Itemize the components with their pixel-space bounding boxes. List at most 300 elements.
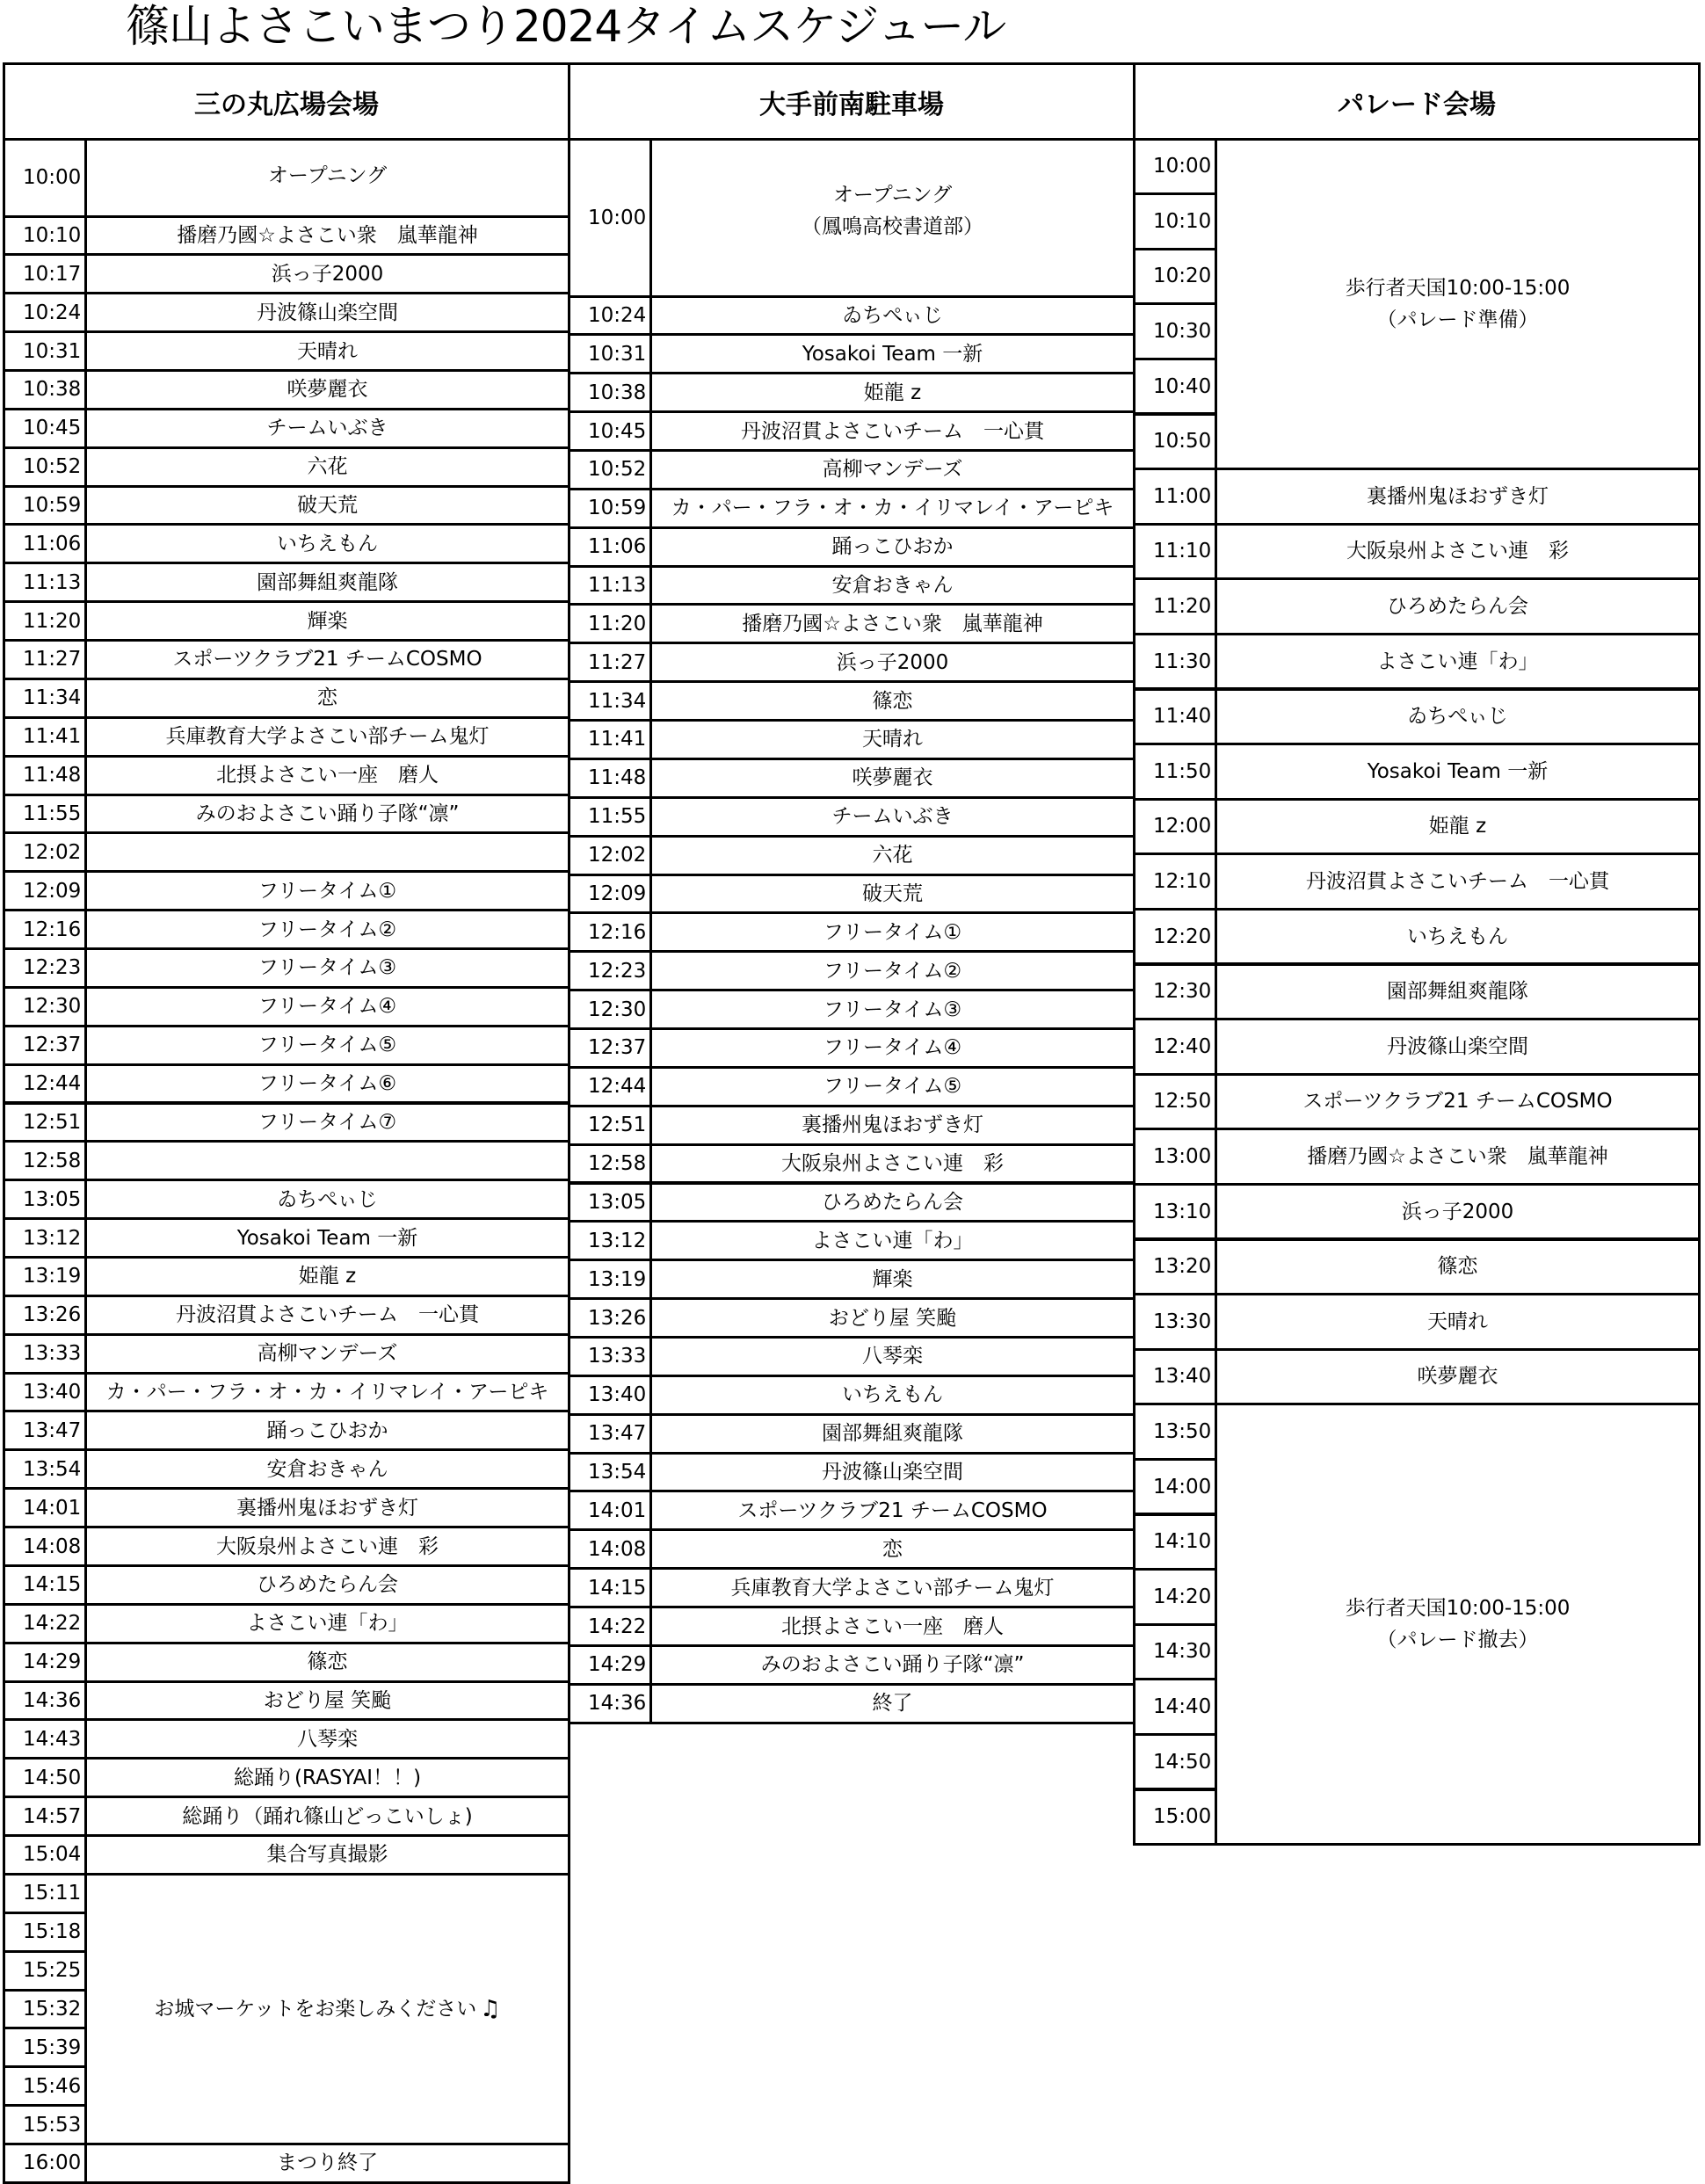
performance-cell — [84, 1140, 570, 1181]
performance-cell — [84, 1448, 570, 1490]
time-cell: 16:00 — [3, 2143, 87, 2184]
performance-cell — [649, 1066, 1135, 1107]
performance-name: フリータイム⑥ — [258, 1072, 397, 1096]
performance-cell — [649, 950, 1135, 991]
time-cell: 12:16 — [568, 911, 652, 953]
performance-name: 園部舞組爽龍隊 — [822, 1422, 963, 1446]
time-cell: 13:33 — [568, 1336, 652, 1377]
time-cell: 14:10 — [1133, 1513, 1217, 1571]
performance-cell — [84, 446, 570, 488]
time-cell: 11:20 — [568, 603, 652, 644]
performance-name: 恋 — [882, 1537, 903, 1561]
performance-name: ひろめたらん会 — [1387, 595, 1528, 619]
time-cell: 11:55 — [568, 796, 652, 838]
performance-name: よさこい連「わ」 — [1376, 649, 1539, 673]
time-cell: 11:13 — [3, 562, 87, 603]
time-cell: 13:19 — [568, 1259, 652, 1300]
time-cell: 13:54 — [3, 1448, 87, 1490]
performance-cell — [1215, 1073, 1701, 1131]
time-cell: 10:59 — [3, 485, 87, 526]
time-cell: 10:52 — [3, 446, 87, 488]
time-cell: 13:40 — [568, 1375, 652, 1416]
performance-cell — [649, 989, 1135, 1030]
performance-cell — [84, 600, 570, 642]
performance-name: 天晴れ — [1427, 1310, 1488, 1333]
performance-cell — [649, 1297, 1135, 1339]
time-cell: 10:38 — [568, 372, 652, 413]
performance-cell — [1215, 1128, 1701, 1186]
performance-name: フリータイム④ — [823, 1036, 962, 1060]
performance-cell — [84, 1063, 570, 1105]
performance-name: 安倉おきゃん — [266, 1457, 388, 1481]
time-cell: 10:00 — [568, 138, 652, 298]
time-cell: 12:40 — [1133, 1018, 1217, 1076]
performance-cell — [649, 526, 1135, 568]
performance-cell — [649, 295, 1135, 337]
time-cell: 11:41 — [568, 719, 652, 760]
performance-name: 歩行者天国10:00-15:00 — [1345, 276, 1571, 300]
performance-cell — [84, 330, 570, 372]
performance-name: みのおよさこい踊り子隊“凛” — [760, 1653, 1025, 1677]
time-cell: 14:30 — [1133, 1623, 1217, 1681]
time-cell: 11:48 — [568, 758, 652, 799]
time-cell: 10:31 — [3, 330, 87, 372]
performance-name: 破天荒 — [862, 882, 923, 905]
performance-name: 姫龍 z — [1428, 815, 1487, 838]
performance-cell — [84, 138, 570, 218]
performance-name: ひろめたらん会 — [257, 1573, 398, 1597]
performance-cell — [84, 1796, 570, 1837]
performance-cell — [84, 1487, 570, 1528]
performance-cell — [1215, 743, 1701, 801]
performance-cell — [84, 1564, 570, 1606]
performance-name: フリータイム⑤ — [823, 1075, 962, 1099]
time-cell: 11:27 — [3, 639, 87, 680]
performance-name: オープニング — [267, 163, 388, 187]
performance-name: 播磨乃國☆よさこい衆 嵐華龍神 — [177, 223, 478, 247]
performance-cell — [84, 639, 570, 680]
performance-name: 篠恋 — [872, 689, 913, 713]
time-cell: 10:24 — [568, 295, 652, 337]
performance-name: 歩行者天国10:00-15:00 — [1345, 1597, 1571, 1621]
performance-cell — [84, 947, 570, 989]
time-cell: 14:20 — [1133, 1568, 1217, 1626]
time-cell: 15:39 — [3, 2027, 87, 2068]
time-cell: 13:00 — [1133, 1128, 1217, 1186]
performance-name: お城マーケットをお楽しみください — [154, 1997, 477, 2021]
performance-name: 篠恋 — [1437, 1255, 1478, 1279]
performance-name: いちえもん — [1407, 925, 1508, 948]
time-cell: 11:20 — [3, 600, 87, 642]
performance-name: 兵庫教育大学よさこい部チーム鬼灯 — [730, 1576, 1055, 1600]
time-cell: 14:08 — [3, 1526, 87, 1567]
performance-name: 輝楽 — [872, 1267, 913, 1291]
time-cell: 10:52 — [568, 449, 652, 490]
time-cell: 13:33 — [3, 1333, 87, 1375]
performance-cell — [84, 1642, 570, 1683]
performance-name: ゐちぺぃじ — [277, 1187, 378, 1211]
time-cell: 13:12 — [3, 1217, 87, 1259]
time-cell: 14:36 — [568, 1683, 652, 1724]
performance-name: スポーツクラブ21 チームCOSMO — [1302, 1090, 1613, 1114]
time-cell: 14:01 — [3, 1487, 87, 1528]
time-cell: 12:30 — [3, 986, 87, 1027]
performance-cell — [84, 909, 570, 950]
performance-cell — [84, 755, 570, 796]
performance-cell — [649, 874, 1135, 915]
time-cell: 15:46 — [3, 2065, 87, 2107]
time-cell: 11:34 — [3, 678, 87, 719]
performance-name: 播磨乃國☆よさこい衆 嵐華龍神 — [1307, 1145, 1608, 1169]
performance-name: フリータイム⑦ — [258, 1110, 397, 1134]
performance-cell — [649, 1182, 1135, 1223]
performance-name: 浜っ子2000 — [1401, 1200, 1514, 1223]
page-title: 篠山よさこいまつり2024タイムスケジュール — [126, 1, 1006, 52]
performance-subtitle: （鳳鳴高校書道部） — [802, 214, 983, 238]
performance-name: 篠恋 — [307, 1651, 348, 1674]
performance-cell — [84, 1526, 570, 1567]
performance-cell — [1215, 798, 1701, 856]
performance-name: 咲夢麗衣 — [852, 766, 933, 790]
time-cell: 13:05 — [568, 1182, 652, 1223]
performance-name: 六花 — [307, 455, 348, 479]
performance-cell — [649, 1259, 1135, 1300]
time-cell: 13:47 — [568, 1413, 652, 1455]
time-cell: 11:30 — [1133, 633, 1217, 691]
performance-cell — [1215, 577, 1701, 635]
time-cell: 14:57 — [3, 1796, 87, 1837]
time-cell: 10:50 — [1133, 413, 1217, 471]
performance-name: フリータイム③ — [823, 998, 962, 1021]
performance-name: 浜っ子2000 — [271, 262, 384, 286]
time-cell: 10:31 — [568, 333, 652, 374]
performance-cell — [649, 1606, 1135, 1647]
time-cell: 12:51 — [568, 1105, 652, 1146]
performance-name: 姫龍 z — [298, 1265, 357, 1288]
time-cell: 11:34 — [568, 680, 652, 722]
performance-cell — [649, 410, 1135, 452]
performance-cell — [649, 1644, 1135, 1686]
performance-name: よさこい連「わ」 — [811, 1229, 974, 1252]
performance-name: おどり屋 笑颱 — [263, 1688, 392, 1712]
performance-name: 園部舞組爽龍隊 — [1387, 980, 1528, 1004]
performance-cell — [84, 1102, 570, 1143]
performance-cell — [84, 1757, 570, 1798]
performance-cell — [649, 1027, 1135, 1069]
performance-cell — [649, 138, 1135, 298]
time-cell: 10:00 — [3, 138, 87, 218]
performance-cell — [649, 911, 1135, 953]
performance-name: 終了 — [872, 1692, 913, 1716]
performance-name: Yosakoi Team 一新 — [802, 342, 983, 366]
performance-cell — [649, 680, 1135, 722]
performance-cell — [1215, 688, 1701, 746]
performance-name: 兵庫教育大学よさこい部チーム鬼灯 — [165, 725, 490, 749]
performance-cell — [84, 1873, 570, 2145]
performance-cell — [84, 485, 570, 526]
time-cell: 14:50 — [1133, 1733, 1217, 1791]
performance-cell — [649, 565, 1135, 606]
performance-cell — [1215, 1238, 1701, 1296]
performance-cell — [649, 835, 1135, 876]
performance-name: 大阪泉州よさこい連 彩 — [216, 1535, 439, 1558]
performance-cell — [84, 1295, 570, 1336]
time-cell: 11:06 — [3, 523, 87, 564]
time-cell: 13:47 — [3, 1410, 87, 1451]
performance-cell — [84, 831, 570, 873]
performance-cell — [84, 794, 570, 835]
performance-name: 北摂よさこい一座 磨人 — [216, 764, 439, 787]
performance-name: みのおよさこい踊り子隊“凛” — [195, 802, 460, 825]
time-cell: 11:55 — [3, 794, 87, 835]
performance-name: 咲夢麗衣 — [287, 378, 368, 402]
time-cell: 14:22 — [568, 1606, 652, 1647]
performance-name: フリータイム⑤ — [258, 1034, 397, 1057]
performance-cell — [84, 1834, 570, 1876]
performance-cell — [84, 1179, 570, 1220]
performance-cell — [1215, 963, 1701, 1021]
performance-name: ゐちぺぃじ — [842, 303, 943, 327]
performance-name: 六花 — [872, 844, 913, 867]
time-cell: 15:00 — [1133, 1789, 1217, 1847]
time-cell: 11:41 — [3, 716, 87, 758]
performance-name: フリータイム① — [823, 920, 962, 944]
performance-name: 裏播州鬼ほおずき灯 — [802, 1114, 983, 1137]
performance-subtitle: （パレード撤去） — [1376, 1629, 1539, 1652]
performance-name: 高柳マンデーズ — [257, 1342, 398, 1366]
performance-cell — [84, 1603, 570, 1644]
time-cell: 10:30 — [1133, 302, 1217, 360]
time-cell: 11:27 — [568, 642, 652, 683]
time-cell: 12:37 — [3, 1025, 87, 1066]
performance-name: Yosakoi Team 一新 — [1367, 759, 1549, 783]
time-cell: 13:50 — [1133, 1403, 1217, 1461]
performance-name: 安倉おきゃん — [831, 574, 954, 597]
time-cell: 13:26 — [568, 1297, 652, 1339]
time-cell: 10:38 — [3, 369, 87, 410]
time-cell: 10:10 — [1133, 192, 1217, 250]
performance-cell — [84, 1333, 570, 1375]
time-cell: 12:58 — [568, 1143, 652, 1185]
performance-name: 浜っ子2000 — [836, 650, 949, 674]
performance-cell — [1215, 1348, 1701, 1406]
performance-cell — [84, 716, 570, 758]
performance-cell — [84, 1410, 570, 1451]
time-cell: 14:50 — [3, 1757, 87, 1798]
performance-name: よさこい連「わ」 — [246, 1612, 409, 1636]
performance-cell — [649, 1567, 1135, 1608]
time-cell: 12:44 — [3, 1063, 87, 1105]
performance-name: いちえもん — [277, 532, 378, 555]
performance-name: チームいぶき — [266, 417, 388, 440]
performance-name: いちえもん — [842, 1383, 943, 1407]
performance-cell — [84, 678, 570, 719]
performance-name: 丹波沼貫よさこいチーム 一心貫 — [741, 419, 1044, 443]
performance-name: フリータイム② — [258, 918, 397, 941]
performance-name: 高柳マンデーズ — [822, 458, 963, 482]
performance-cell — [649, 603, 1135, 644]
time-cell: 12:02 — [3, 831, 87, 873]
time-cell: 14:15 — [3, 1564, 87, 1606]
performance-cell — [649, 1413, 1135, 1455]
time-cell: 13:10 — [1133, 1183, 1217, 1241]
performance-cell — [1215, 1293, 1701, 1351]
performance-name: 踊っこひおか — [266, 1419, 388, 1442]
performance-name: 丹波篠山楽空間 — [822, 1461, 963, 1484]
time-cell: 11:20 — [1133, 577, 1217, 635]
time-cell: 12:30 — [1133, 963, 1217, 1021]
performance-name: スポーツクラブ21 チームCOSMO — [172, 648, 482, 671]
performance-name: カ・パー・フラ・オ・カ・イリマレイ・アーピキ — [671, 497, 1114, 520]
performance-cell — [649, 758, 1135, 799]
time-cell: 12:16 — [3, 909, 87, 950]
performance-name: 大阪泉州よさこい連 彩 — [781, 1152, 1004, 1176]
performance-cell — [1215, 138, 1701, 471]
time-cell: 10:00 — [1133, 138, 1217, 196]
performance-cell — [649, 1452, 1135, 1493]
time-cell: 15:04 — [3, 1834, 87, 1876]
performance-name: ゐちぺぃじ — [1407, 705, 1508, 729]
time-cell: 15:11 — [3, 1873, 87, 1914]
time-cell: 10:24 — [3, 292, 87, 333]
time-cell: 12:00 — [1133, 798, 1217, 856]
performance-name: 園部舞組爽龍隊 — [257, 570, 398, 594]
time-cell: 14:00 — [1133, 1458, 1217, 1516]
time-cell: 12:44 — [568, 1066, 652, 1107]
performance-name: 破天荒 — [297, 494, 358, 517]
time-cell: 12:23 — [568, 950, 652, 991]
time-cell: 15:53 — [3, 2104, 87, 2145]
performance-cell — [649, 1220, 1135, 1261]
performance-cell — [649, 1375, 1135, 1416]
time-cell: 11:00 — [1133, 468, 1217, 526]
performance-cell — [84, 215, 570, 257]
performance-name: フリータイム② — [823, 959, 962, 983]
performance-name: カ・パー・フラ・オ・カ・イリマレイ・アーピキ — [105, 1381, 549, 1404]
time-cell: 12:58 — [3, 1140, 87, 1181]
time-cell: 13:54 — [568, 1452, 652, 1493]
performance-cell — [649, 1105, 1135, 1146]
time-cell: 14:43 — [3, 1718, 87, 1760]
time-cell: 11:40 — [1133, 688, 1217, 746]
music-note-icon: ♫ — [480, 1995, 501, 2022]
performance-cell — [649, 488, 1135, 529]
performance-cell — [84, 369, 570, 410]
performance-name: 天晴れ — [297, 339, 358, 363]
time-cell: 11:06 — [568, 526, 652, 568]
performance-cell — [1215, 523, 1701, 581]
performance-cell — [1215, 468, 1701, 526]
time-cell: 10:45 — [568, 410, 652, 452]
performance-name: 八琴栾 — [297, 1727, 358, 1751]
performance-cell — [84, 2143, 570, 2184]
time-cell: 11:48 — [3, 755, 87, 796]
performance-cell — [84, 562, 570, 603]
time-cell: 13:40 — [3, 1372, 87, 1413]
performance-name: オープニング — [832, 183, 953, 207]
time-cell: 14:22 — [3, 1603, 87, 1644]
performance-name: 姫龍 z — [863, 381, 922, 404]
performance-name: 天晴れ — [862, 728, 923, 751]
column-header: 三の丸広場会場 — [3, 62, 570, 141]
time-cell: 14:08 — [568, 1528, 652, 1570]
performance-name: 恋 — [317, 686, 337, 710]
performance-cell — [649, 1143, 1135, 1185]
time-cell: 12:09 — [3, 870, 87, 911]
time-cell: 12:23 — [3, 947, 87, 989]
performance-name: 大阪泉州よさこい連 彩 — [1346, 540, 1569, 563]
performance-cell — [84, 1256, 570, 1297]
performance-name: 丹波篠山楽空間 — [1387, 1034, 1528, 1058]
performance-cell — [649, 642, 1135, 683]
performance-cell — [649, 796, 1135, 838]
performance-cell — [649, 1336, 1135, 1377]
time-cell: 15:18 — [3, 1912, 87, 1953]
time-cell: 10:40 — [1133, 358, 1217, 416]
performance-name: おどり屋 笑颱 — [828, 1306, 957, 1330]
performance-cell — [1215, 1403, 1701, 1846]
performance-name: 八琴栾 — [862, 1345, 923, 1368]
time-cell: 14:15 — [568, 1567, 652, 1608]
performance-name: 輝楽 — [307, 609, 348, 633]
time-cell: 11:13 — [568, 565, 652, 606]
column-header: パレード会場 — [1133, 62, 1701, 141]
performance-cell — [1215, 908, 1701, 966]
time-cell: 13:05 — [3, 1179, 87, 1220]
performance-name: 裏播州鬼ほおずき灯 — [236, 1496, 418, 1520]
performance-cell — [84, 408, 570, 449]
performance-name: チームいぶき — [831, 805, 954, 829]
time-cell: 10:17 — [3, 253, 87, 294]
performance-cell — [84, 1372, 570, 1413]
performance-cell — [649, 333, 1135, 374]
performance-cell — [649, 719, 1135, 760]
time-cell: 15:25 — [3, 1950, 87, 1992]
time-cell: 12:09 — [568, 874, 652, 915]
performance-name: Yosakoi Team 一新 — [236, 1226, 418, 1250]
performance-cell — [1215, 1018, 1701, 1076]
time-cell: 12:51 — [3, 1102, 87, 1143]
column-header: 大手前南駐車場 — [568, 62, 1135, 141]
performance-name: 咲夢麗衣 — [1417, 1365, 1498, 1389]
time-cell: 12:10 — [1133, 853, 1217, 911]
performance-cell — [649, 1683, 1135, 1724]
performance-cell — [1215, 633, 1701, 691]
time-cell: 13:30 — [1133, 1293, 1217, 1351]
time-cell: 12:50 — [1133, 1073, 1217, 1131]
performance-name: ひろめたらん会 — [822, 1190, 963, 1214]
performance-cell — [84, 1718, 570, 1760]
performance-name: 播磨乃國☆よさこい衆 嵐華龍神 — [742, 612, 1043, 635]
time-cell: 10:20 — [1133, 248, 1217, 306]
performance-cell — [649, 1528, 1135, 1570]
time-cell: 14:40 — [1133, 1678, 1217, 1736]
performance-cell — [84, 1025, 570, 1066]
time-cell: 13:12 — [568, 1220, 652, 1261]
performance-name: フリータイム④ — [258, 995, 397, 1019]
time-cell: 12:30 — [568, 989, 652, 1030]
time-cell: 14:29 — [3, 1642, 87, 1683]
time-cell: 14:01 — [568, 1490, 652, 1531]
time-cell: 14:29 — [568, 1644, 652, 1686]
performance-cell — [1215, 1183, 1701, 1241]
time-cell: 13:19 — [3, 1256, 87, 1297]
performance-cell — [84, 523, 570, 564]
performance-name: 集合写真撮影 — [266, 1843, 388, 1867]
performance-name: 丹波篠山楽空間 — [257, 301, 398, 324]
performance-subtitle: （パレード準備） — [1376, 308, 1539, 331]
performance-name: 北摂よさこい一座 磨人 — [781, 1614, 1004, 1638]
